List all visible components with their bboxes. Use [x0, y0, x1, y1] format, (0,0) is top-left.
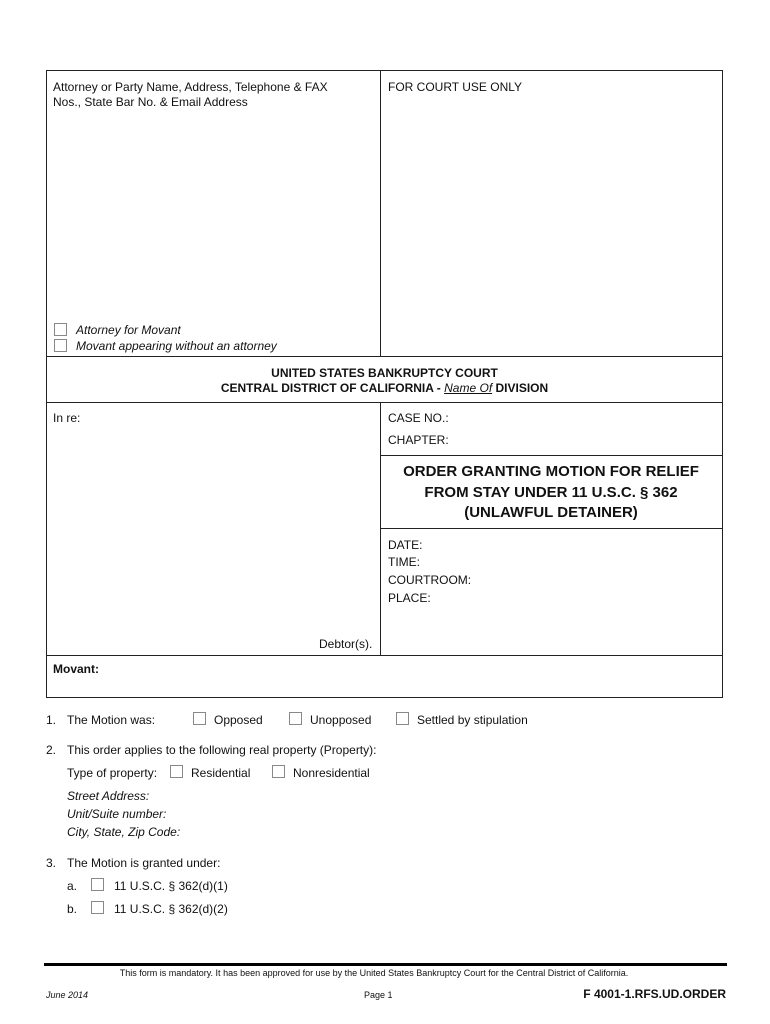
item3a-letter: a.: [67, 879, 78, 893]
opposed-checkbox[interactable]: [193, 712, 206, 725]
footer-page-number: Page 1: [364, 990, 393, 1000]
court-name-line2: [46, 381, 723, 396]
vertical-divider-bottom: [380, 402, 381, 656]
attorney-info-label-line2: Nos., State Bar No. & Email Address: [53, 95, 248, 109]
footer-form-number: F 4001-1.RFS.UD.ORDER: [583, 987, 726, 1001]
court-division-suffix: DIVISION: [492, 381, 549, 395]
movant-label: Movant:: [53, 662, 99, 676]
court-use-label: FOR COURT USE ONLY: [388, 80, 523, 94]
item1-label: The Motion was:: [67, 713, 156, 727]
debtors-label: Debtor(s).: [319, 637, 373, 651]
court-district-prefix: CENTRAL DISTRICT OF CALIFORNIA -: [220, 381, 445, 395]
divider-title-top: [380, 455, 723, 456]
settled-by-stipulation-checkbox[interactable]: [396, 712, 409, 725]
hearing-place-label: PLACE:: [388, 591, 431, 605]
unit-suite-label: Unit/Suite number:: [67, 807, 167, 821]
item3-number: 3.: [46, 856, 57, 870]
item2-label: This order applies to the following real property (Property):: [67, 743, 377, 757]
divider-movant-top: [46, 655, 723, 656]
attorney-info-label: [53, 80, 373, 110]
nonresidential-label: Nonresidential: [293, 766, 370, 780]
divider-court-header-bottom: [46, 402, 723, 403]
division-name-field[interactable]: Name Of: [444, 381, 493, 395]
residential-checkbox[interactable]: [170, 765, 183, 778]
item3a-checkbox[interactable]: [91, 878, 104, 891]
caption-border-bottom: [46, 697, 723, 698]
footer-date: June 2014: [46, 990, 89, 1000]
order-title-line3: (UNLAWFUL DETAINER): [464, 504, 638, 521]
order-title-line2: FROM STAY UNDER 11 U.S.C. § 362: [424, 483, 678, 501]
divider-court-header-top: [46, 356, 723, 357]
vertical-divider-top: [380, 70, 381, 357]
nonresidential-checkbox[interactable]: [272, 765, 285, 778]
unopposed-checkbox[interactable]: [289, 712, 302, 725]
item3b-checkbox[interactable]: [91, 901, 104, 914]
residential-label: Residential: [191, 766, 251, 780]
item3b-label: 11 U.S.C. § 362(d)(2): [114, 902, 228, 916]
city-state-zip-label: City, State, Zip Code:: [67, 825, 181, 839]
attorney-for-movant-checkbox[interactable]: [54, 323, 67, 336]
hearing-date-label: DATE:: [388, 538, 423, 552]
attorney-for-movant-label: Attorney for Movant: [76, 323, 181, 337]
movant-without-attorney-checkbox[interactable]: [54, 339, 67, 352]
opposed-label: Opposed: [214, 713, 263, 727]
order-title-line1: ORDER GRANTING MOTION FOR RELIEF: [403, 463, 699, 480]
item3-label: The Motion is granted under:: [67, 856, 221, 870]
in-re-label: In re:: [53, 411, 81, 425]
unopposed-label: Unopposed: [310, 713, 372, 727]
settled-by-stipulation-label: Settled by stipulation: [417, 713, 528, 727]
movant-without-attorney-label: Movant appearing without an attorney: [76, 339, 277, 353]
item2-number: 2.: [46, 743, 57, 757]
caption-border-top: [46, 70, 723, 71]
hearing-time-label: TIME:: [388, 555, 420, 569]
court-name-line1: UNITED STATES BANKRUPTCY COURT: [271, 366, 498, 380]
item3b-letter: b.: [67, 902, 78, 916]
footer-mandatory-notice: This form is mandatory. It has been approved for use by the United States Bankruptcy Court for the Central District of California.: [119, 968, 629, 978]
attorney-info-label-line1: Attorney or Party Name, Address, Telephone & FAX: [53, 80, 328, 94]
item1-number: 1.: [46, 713, 57, 727]
divider-title-bottom: [380, 528, 723, 529]
item3a-label: 11 U.S.C. § 362(d)(1): [114, 879, 228, 893]
type-of-property-label: Type of property:: [67, 766, 158, 780]
order-title: [381, 462, 721, 524]
hearing-courtroom-label: COURTROOM:: [388, 573, 472, 587]
case-no-label: CASE NO.:: [388, 411, 449, 425]
footer-rule: [44, 963, 727, 966]
chapter-label: CHAPTER:: [388, 433, 449, 447]
street-address-label: Street Address:: [67, 789, 150, 803]
